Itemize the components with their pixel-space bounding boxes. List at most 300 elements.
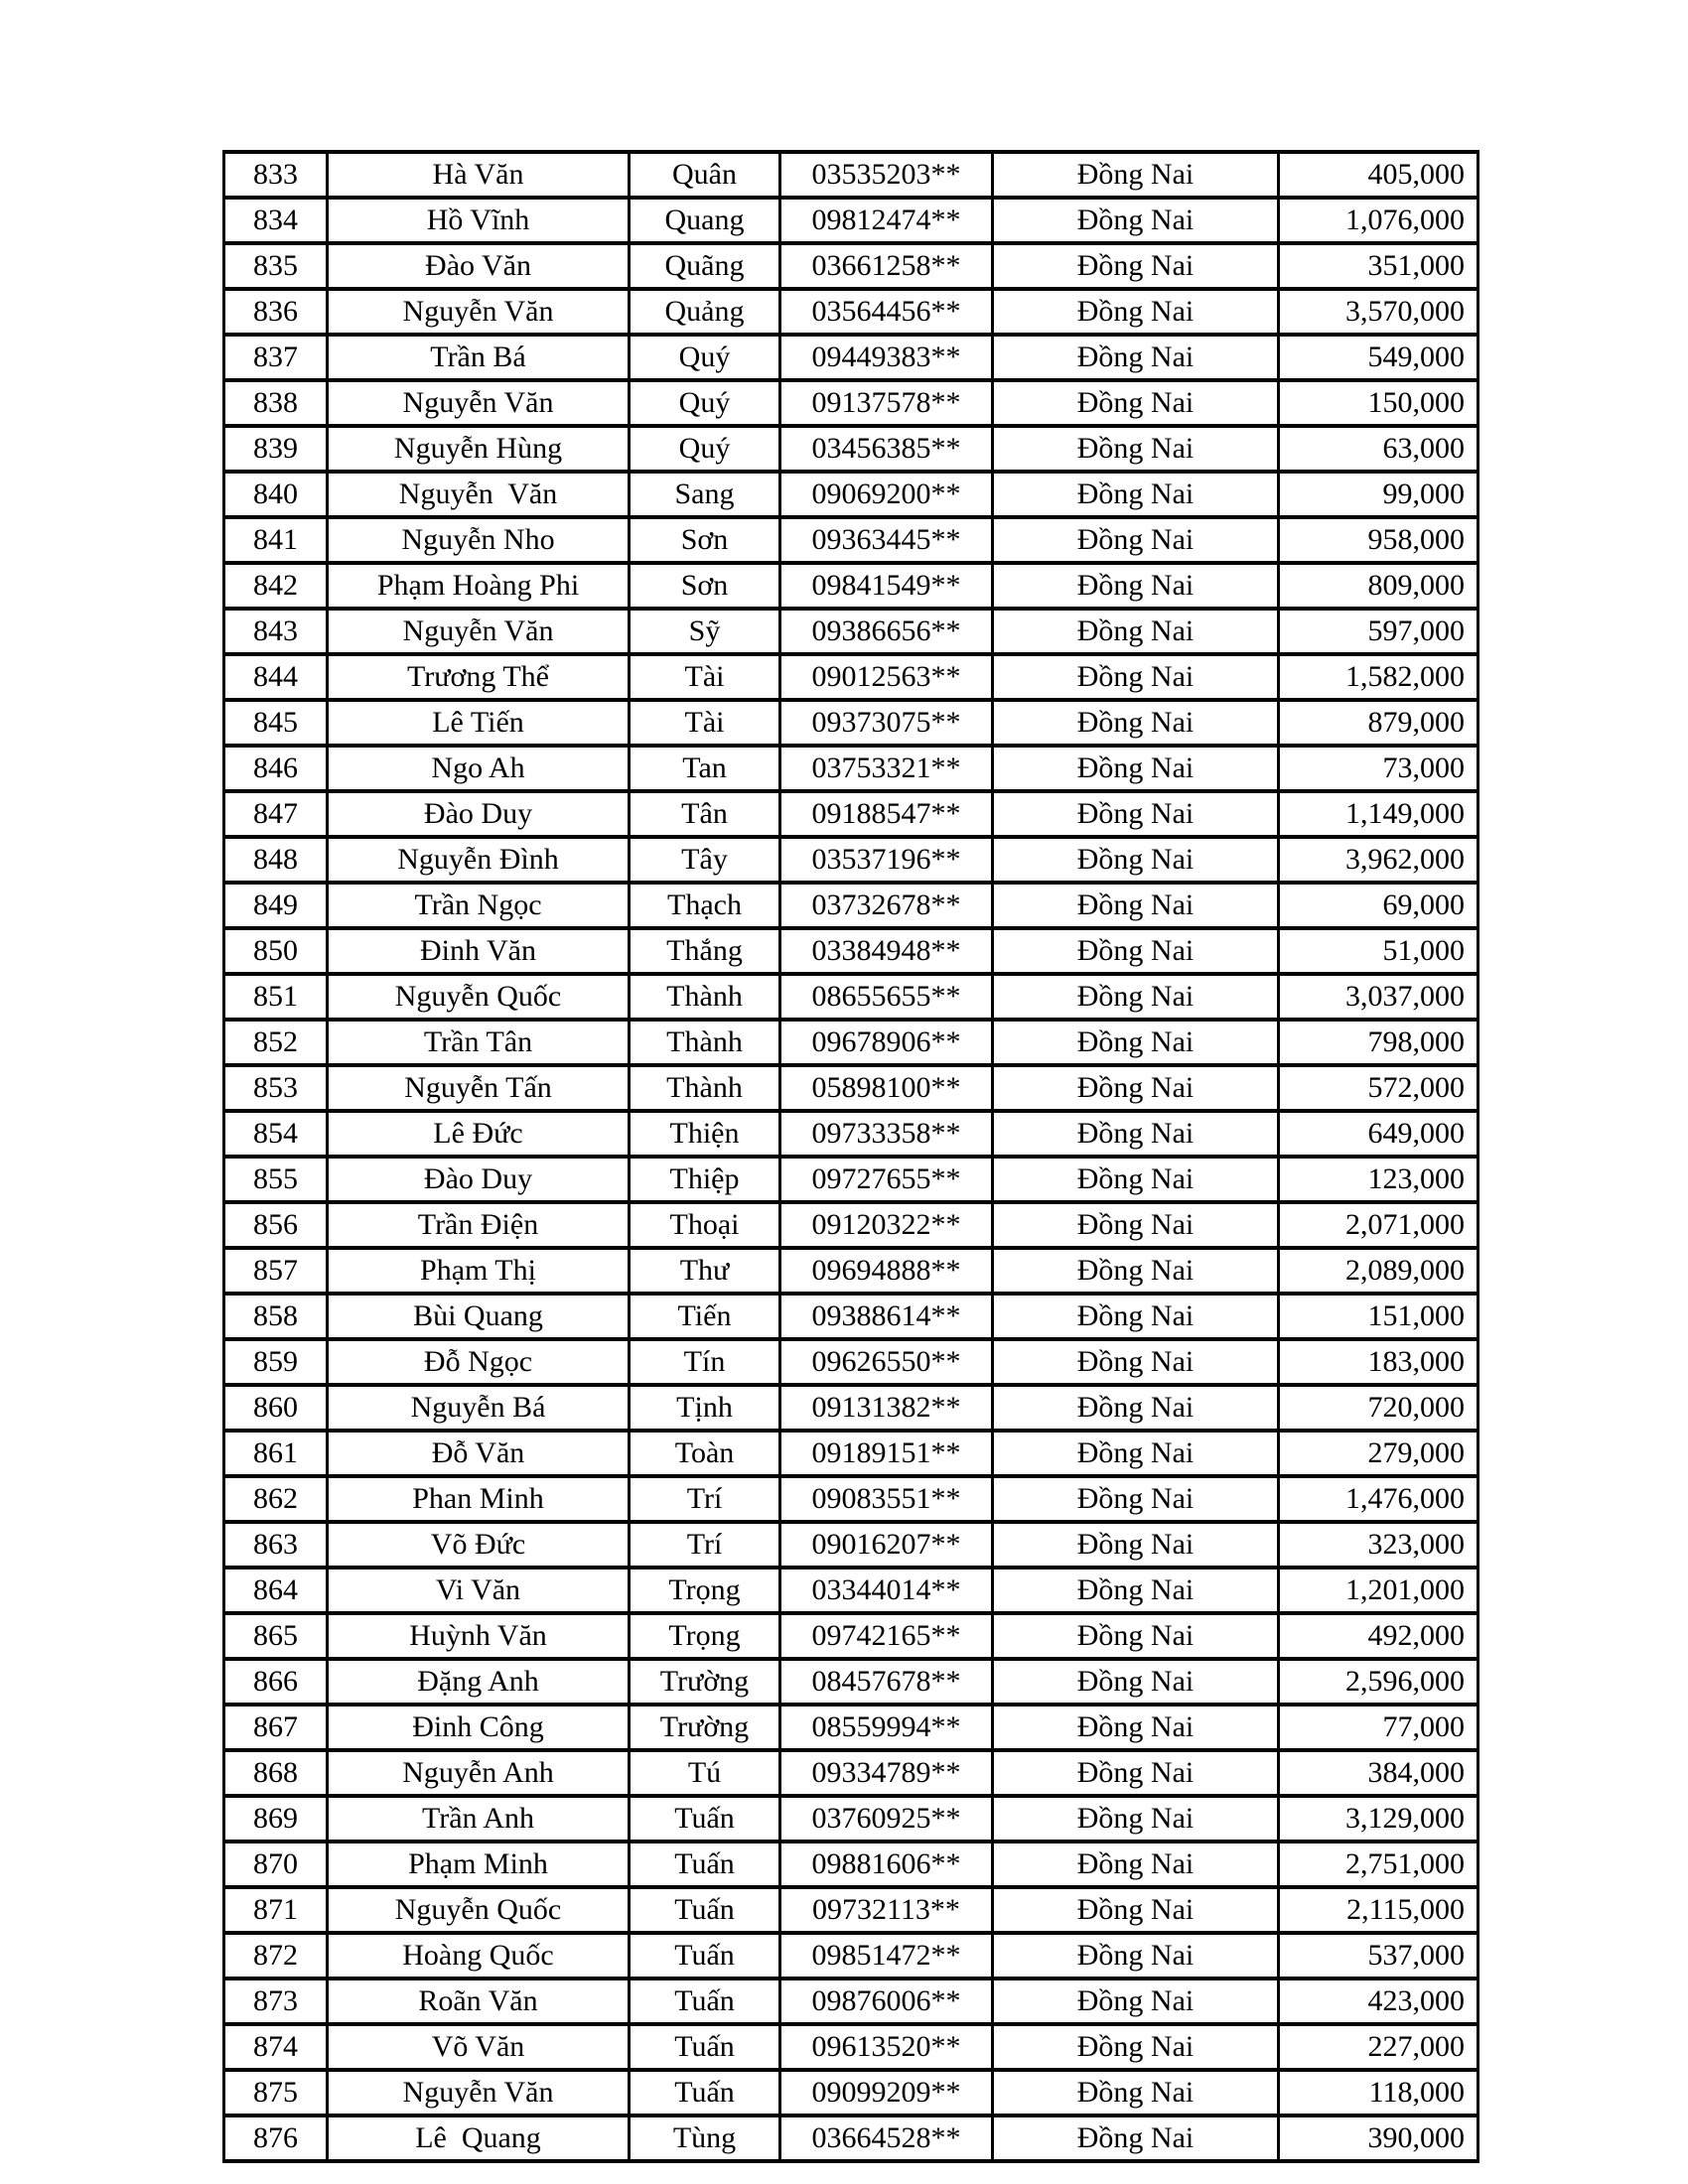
province-cell: Đồng Nai — [993, 791, 1279, 837]
first-name-cell: Thoại — [630, 1202, 780, 1248]
row-number-cell: 872 — [224, 1933, 328, 1979]
phone-cell: 03344014** — [780, 1568, 993, 1613]
first-name-cell: Tài — [630, 700, 780, 746]
first-name-cell: Thư — [630, 1248, 780, 1294]
row-number-cell: 843 — [224, 609, 328, 654]
last-name-cell: Trần Điện — [328, 1202, 630, 1248]
province-cell: Đồng Nai — [993, 837, 1279, 883]
phone-cell: 08559994** — [780, 1705, 993, 1750]
first-name-cell: Tuấn — [630, 2024, 780, 2070]
amount-cell: 150,000 — [1279, 380, 1478, 426]
table-row — [224, 2070, 1478, 2116]
last-name-cell: Roãn Văn — [328, 1979, 630, 2024]
phone-cell: 09733358** — [780, 1111, 993, 1157]
last-name-cell: Võ Văn — [328, 2024, 630, 2070]
province-cell: Đồng Nai — [993, 746, 1279, 791]
last-name-cell: Huỳnh Văn — [328, 1613, 630, 1659]
table-row — [224, 152, 1478, 198]
row-number-cell: 857 — [224, 1248, 328, 1294]
amount-cell: 63,000 — [1279, 426, 1478, 472]
amount-cell: 351,000 — [1279, 243, 1478, 289]
phone-cell: 09137578** — [780, 380, 993, 426]
row-number-cell: 838 — [224, 380, 328, 426]
province-cell: Đồng Nai — [993, 426, 1279, 472]
first-name-cell: Tan — [630, 746, 780, 791]
first-name-cell: Tùng — [630, 2116, 780, 2161]
row-number-cell: 868 — [224, 1750, 328, 1796]
row-number-cell: 849 — [224, 883, 328, 928]
row-number-cell: 876 — [224, 2116, 328, 2161]
first-name-cell: Trường — [630, 1659, 780, 1705]
phone-cell: 09189151** — [780, 1431, 993, 1476]
row-number-cell: 860 — [224, 1385, 328, 1431]
amount-cell: 492,000 — [1279, 1613, 1478, 1659]
row-number-cell: 841 — [224, 517, 328, 563]
first-name-cell: Tuấn — [630, 2070, 780, 2116]
phone-cell: 09812474** — [780, 198, 993, 243]
first-name-cell: Tài — [630, 654, 780, 700]
province-cell: Đồng Nai — [993, 289, 1279, 335]
first-name-cell: Quãng — [630, 243, 780, 289]
phone-cell: 09727655** — [780, 1157, 993, 1202]
phone-cell: 09388614** — [780, 1294, 993, 1339]
amount-cell: 3,570,000 — [1279, 289, 1478, 335]
first-name-cell: Tân — [630, 791, 780, 837]
last-name-cell: Lê Quang — [328, 2116, 630, 2161]
amount-cell: 51,000 — [1279, 928, 1478, 974]
amount-cell: 384,000 — [1279, 1750, 1478, 1796]
last-name-cell: Đào Văn — [328, 243, 630, 289]
amount-cell: 2,596,000 — [1279, 1659, 1478, 1705]
last-name-cell: Nguyễn Văn — [328, 472, 630, 517]
phone-cell: 08457678** — [780, 1659, 993, 1705]
amount-cell: 958,000 — [1279, 517, 1478, 563]
last-name-cell: Nguyễn Quốc — [328, 974, 630, 1020]
amount-cell: 1,201,000 — [1279, 1568, 1478, 1613]
row-number-cell: 845 — [224, 700, 328, 746]
row-number-cell: 833 — [224, 152, 328, 198]
phone-cell: 09386656** — [780, 609, 993, 654]
amount-cell: 390,000 — [1279, 2116, 1478, 2161]
table-row — [224, 974, 1478, 1020]
first-name-cell: Thành — [630, 1065, 780, 1111]
last-name-cell: Đỗ Văn — [328, 1431, 630, 1476]
phone-cell: 09876006** — [780, 1979, 993, 2024]
table-row — [224, 2116, 1478, 2161]
first-name-cell: Tây — [630, 837, 780, 883]
table-row — [224, 1294, 1478, 1339]
first-name-cell: Tín — [630, 1339, 780, 1385]
province-cell: Đồng Nai — [993, 1522, 1279, 1568]
province-cell: Đồng Nai — [993, 1248, 1279, 1294]
last-name-cell: Võ Đức — [328, 1522, 630, 1568]
table-row — [224, 1522, 1478, 1568]
province-cell: Đồng Nai — [993, 974, 1279, 1020]
last-name-cell: Lê Tiến — [328, 700, 630, 746]
row-number-cell: 861 — [224, 1431, 328, 1476]
phone-cell: 09334789** — [780, 1750, 993, 1796]
phone-cell: 09613520** — [780, 2024, 993, 2070]
province-cell: Đồng Nai — [993, 1842, 1279, 1887]
first-name-cell: Tuấn — [630, 1979, 780, 2024]
first-name-cell: Thạch — [630, 883, 780, 928]
phone-cell: 09120322** — [780, 1202, 993, 1248]
last-name-cell: Phan Minh — [328, 1476, 630, 1522]
table-row — [224, 426, 1478, 472]
phone-cell: 09373075** — [780, 700, 993, 746]
first-name-cell: Sơn — [630, 563, 780, 609]
table-row — [224, 1659, 1478, 1705]
phone-cell: 09841549** — [780, 563, 993, 609]
phone-cell: 09016207** — [780, 1522, 993, 1568]
phone-cell: 03535203** — [780, 152, 993, 198]
last-name-cell: Nguyễn Quốc — [328, 1887, 630, 1933]
row-number-cell: 856 — [224, 1202, 328, 1248]
amount-cell: 809,000 — [1279, 563, 1478, 609]
amount-cell: 69,000 — [1279, 883, 1478, 928]
first-name-cell: Trí — [630, 1522, 780, 1568]
phone-cell: 09099209** — [780, 2070, 993, 2116]
table-row — [224, 654, 1478, 700]
amount-cell: 2,071,000 — [1279, 1202, 1478, 1248]
province-cell: Đồng Nai — [993, 883, 1279, 928]
first-name-cell: Tuấn — [630, 1842, 780, 1887]
last-name-cell: Đỗ Ngọc — [328, 1339, 630, 1385]
province-cell: Đồng Nai — [993, 1887, 1279, 1933]
province-cell: Đồng Nai — [993, 1111, 1279, 1157]
last-name-cell: Phạm Minh — [328, 1842, 630, 1887]
row-number-cell: 863 — [224, 1522, 328, 1568]
last-name-cell: Trần Tân — [328, 1020, 630, 1065]
row-number-cell: 837 — [224, 335, 328, 380]
row-number-cell: 865 — [224, 1613, 328, 1659]
province-cell: Đồng Nai — [993, 654, 1279, 700]
first-name-cell: Thiện — [630, 1111, 780, 1157]
province-cell: Đồng Nai — [993, 243, 1279, 289]
province-cell: Đồng Nai — [993, 2024, 1279, 2070]
phone-cell: 05898100** — [780, 1065, 993, 1111]
first-name-cell: Trọng — [630, 1613, 780, 1659]
row-number-cell: 835 — [224, 243, 328, 289]
table-row — [224, 1613, 1478, 1659]
province-cell: Đồng Nai — [993, 1020, 1279, 1065]
first-name-cell: Trọng — [630, 1568, 780, 1613]
province-cell: Đồng Nai — [993, 928, 1279, 974]
phone-cell: 09083551** — [780, 1476, 993, 1522]
amount-cell: 2,089,000 — [1279, 1248, 1478, 1294]
phone-cell: 09732113** — [780, 1887, 993, 1933]
row-number-cell: 873 — [224, 1979, 328, 2024]
amount-cell: 649,000 — [1279, 1111, 1478, 1157]
province-cell: Đồng Nai — [993, 1750, 1279, 1796]
table-row — [224, 1979, 1478, 2024]
amount-cell: 123,000 — [1279, 1157, 1478, 1202]
amount-cell: 1,076,000 — [1279, 198, 1478, 243]
amount-cell: 720,000 — [1279, 1385, 1478, 1431]
table-row — [224, 837, 1478, 883]
amount-cell: 99,000 — [1279, 472, 1478, 517]
province-cell: Đồng Nai — [993, 1933, 1279, 1979]
table-row — [224, 1202, 1478, 1248]
province-cell: Đồng Nai — [993, 380, 1279, 426]
first-name-cell: Trường — [630, 1705, 780, 1750]
last-name-cell: Trần Ngọc — [328, 883, 630, 928]
phone-cell: 03384948** — [780, 928, 993, 974]
amount-cell: 423,000 — [1279, 1979, 1478, 2024]
first-name-cell: Tiến — [630, 1294, 780, 1339]
table-row — [224, 1705, 1478, 1750]
province-cell: Đồng Nai — [993, 1157, 1279, 1202]
last-name-cell: Hoàng Quốc — [328, 1933, 630, 1979]
amount-cell: 879,000 — [1279, 700, 1478, 746]
phone-cell: 09012563** — [780, 654, 993, 700]
province-cell: Đồng Nai — [993, 1476, 1279, 1522]
row-number-cell: 839 — [224, 426, 328, 472]
row-number-cell: 858 — [224, 1294, 328, 1339]
row-number-cell: 840 — [224, 472, 328, 517]
first-name-cell: Tuấn — [630, 1887, 780, 1933]
table-row — [224, 380, 1478, 426]
row-number-cell: 842 — [224, 563, 328, 609]
last-name-cell: Nguyễn Văn — [328, 609, 630, 654]
first-name-cell: Quân — [630, 152, 780, 198]
amount-cell: 1,582,000 — [1279, 654, 1478, 700]
row-number-cell: 869 — [224, 1796, 328, 1842]
amount-cell: 183,000 — [1279, 1339, 1478, 1385]
last-name-cell: Đào Duy — [328, 1157, 630, 1202]
last-name-cell: Phạm Thị — [328, 1248, 630, 1294]
row-number-cell: 850 — [224, 928, 328, 974]
row-number-cell: 867 — [224, 1705, 328, 1750]
row-number-cell: 874 — [224, 2024, 328, 2070]
amount-cell: 279,000 — [1279, 1431, 1478, 1476]
province-cell: Đồng Nai — [993, 1339, 1279, 1385]
last-name-cell: Trần Bá — [328, 335, 630, 380]
last-name-cell: Bùi Quang — [328, 1294, 630, 1339]
phone-cell: 09694888** — [780, 1248, 993, 1294]
phone-cell: 03760925** — [780, 1796, 993, 1842]
table-row — [224, 335, 1478, 380]
amount-cell: 1,149,000 — [1279, 791, 1478, 837]
last-name-cell: Nguyễn Văn — [328, 289, 630, 335]
province-cell: Đồng Nai — [993, 609, 1279, 654]
row-number-cell: 846 — [224, 746, 328, 791]
first-name-cell: Thành — [630, 1020, 780, 1065]
last-name-cell: Trần Anh — [328, 1796, 630, 1842]
province-cell: Đồng Nai — [993, 1568, 1279, 1613]
amount-cell: 227,000 — [1279, 2024, 1478, 2070]
row-number-cell: 855 — [224, 1157, 328, 1202]
last-name-cell: Nguyễn Đình — [328, 837, 630, 883]
table-row — [224, 1842, 1478, 1887]
table-row — [224, 289, 1478, 335]
first-name-cell: Quang — [630, 198, 780, 243]
payout-table — [222, 150, 1479, 2163]
amount-cell: 405,000 — [1279, 152, 1478, 198]
province-cell: Đồng Nai — [993, 1202, 1279, 1248]
row-number-cell: 875 — [224, 2070, 328, 2116]
row-number-cell: 859 — [224, 1339, 328, 1385]
row-number-cell: 851 — [224, 974, 328, 1020]
table-row — [224, 2024, 1478, 2070]
table-row — [224, 746, 1478, 791]
table-row — [224, 1020, 1478, 1065]
last-name-cell: Hà Văn — [328, 152, 630, 198]
amount-cell: 73,000 — [1279, 746, 1478, 791]
table-row — [224, 1568, 1478, 1613]
row-number-cell: 864 — [224, 1568, 328, 1613]
phone-cell: 09881606** — [780, 1842, 993, 1887]
table-row — [224, 1476, 1478, 1522]
amount-cell: 798,000 — [1279, 1020, 1478, 1065]
table-row — [224, 609, 1478, 654]
row-number-cell: 866 — [224, 1659, 328, 1705]
last-name-cell: Nguyễn Hùng — [328, 426, 630, 472]
amount-cell: 323,000 — [1279, 1522, 1478, 1568]
table-row — [224, 1796, 1478, 1842]
table-row — [224, 563, 1478, 609]
phone-cell: 03664528** — [780, 2116, 993, 2161]
last-name-cell: Đinh Văn — [328, 928, 630, 974]
row-number-cell: 834 — [224, 198, 328, 243]
province-cell: Đồng Nai — [993, 1065, 1279, 1111]
phone-cell: 03753321** — [780, 746, 993, 791]
row-number-cell: 852 — [224, 1020, 328, 1065]
row-number-cell: 871 — [224, 1887, 328, 1933]
table-row — [224, 791, 1478, 837]
last-name-cell: Nguyễn Anh — [328, 1750, 630, 1796]
row-number-cell: 870 — [224, 1842, 328, 1887]
table-row — [224, 198, 1478, 243]
first-name-cell: Quảng — [630, 289, 780, 335]
phone-cell: 03661258** — [780, 243, 993, 289]
phone-cell: 03456385** — [780, 426, 993, 472]
table-row — [224, 928, 1478, 974]
table-row — [224, 517, 1478, 563]
table-row — [224, 700, 1478, 746]
phone-cell: 09742165** — [780, 1613, 993, 1659]
phone-cell: 09626550** — [780, 1339, 993, 1385]
table-row — [224, 1065, 1478, 1111]
first-name-cell: Tuấn — [630, 1796, 780, 1842]
amount-cell: 537,000 — [1279, 1933, 1478, 1979]
phone-cell: 09188547** — [780, 791, 993, 837]
phone-cell: 09449383** — [780, 335, 993, 380]
table-row — [224, 1111, 1478, 1157]
phone-cell: 03537196** — [780, 837, 993, 883]
table-row — [224, 1157, 1478, 1202]
table-row — [224, 1750, 1478, 1796]
amount-cell: 118,000 — [1279, 2070, 1478, 2116]
row-number-cell: 862 — [224, 1476, 328, 1522]
amount-cell: 1,476,000 — [1279, 1476, 1478, 1522]
province-cell: Đồng Nai — [993, 1705, 1279, 1750]
table-row — [224, 1933, 1478, 1979]
first-name-cell: Quý — [630, 335, 780, 380]
province-cell: Đồng Nai — [993, 198, 1279, 243]
last-name-cell: Nguyễn Văn — [328, 2070, 630, 2116]
last-name-cell: Vi Văn — [328, 1568, 630, 1613]
table-row — [224, 1339, 1478, 1385]
first-name-cell: Quý — [630, 426, 780, 472]
province-cell: Đồng Nai — [993, 2070, 1279, 2116]
first-name-cell: Trí — [630, 1476, 780, 1522]
first-name-cell: Thiệp — [630, 1157, 780, 1202]
phone-cell: 03564456** — [780, 289, 993, 335]
first-name-cell: Sang — [630, 472, 780, 517]
province-cell: Đồng Nai — [993, 1979, 1279, 2024]
last-name-cell: Đặng Anh — [328, 1659, 630, 1705]
last-name-cell: Đào Duy — [328, 791, 630, 837]
row-number-cell: 836 — [224, 289, 328, 335]
last-name-cell: Lê Đức — [328, 1111, 630, 1157]
last-name-cell: Phạm Hoàng Phi — [328, 563, 630, 609]
first-name-cell: Tú — [630, 1750, 780, 1796]
table-row — [224, 883, 1478, 928]
province-cell: Đồng Nai — [993, 1294, 1279, 1339]
last-name-cell: Nguyễn Văn — [328, 380, 630, 426]
first-name-cell: Thắng — [630, 928, 780, 974]
row-number-cell: 844 — [224, 654, 328, 700]
first-name-cell: Sơn — [630, 517, 780, 563]
amount-cell: 549,000 — [1279, 335, 1478, 380]
table-row — [224, 1248, 1478, 1294]
table-row — [224, 1431, 1478, 1476]
phone-cell: 09851472** — [780, 1933, 993, 1979]
phone-cell: 09678906** — [780, 1020, 993, 1065]
last-name-cell: Ngo Ah — [328, 746, 630, 791]
province-cell: Đồng Nai — [993, 1385, 1279, 1431]
province-cell: Đồng Nai — [993, 152, 1279, 198]
last-name-cell: Nguyễn Nho — [328, 517, 630, 563]
amount-cell: 3,129,000 — [1279, 1796, 1478, 1842]
province-cell: Đồng Nai — [993, 2116, 1279, 2161]
row-number-cell: 853 — [224, 1065, 328, 1111]
amount-cell: 77,000 — [1279, 1705, 1478, 1750]
table-row — [224, 1385, 1478, 1431]
phone-cell: 09069200** — [780, 472, 993, 517]
amount-cell: 3,962,000 — [1279, 837, 1478, 883]
last-name-cell: Đinh Công — [328, 1705, 630, 1750]
row-number-cell: 848 — [224, 837, 328, 883]
first-name-cell: Tịnh — [630, 1385, 780, 1431]
amount-cell: 3,037,000 — [1279, 974, 1478, 1020]
province-cell: Đồng Nai — [993, 1431, 1279, 1476]
table-row — [224, 472, 1478, 517]
province-cell: Đồng Nai — [993, 563, 1279, 609]
amount-cell: 2,115,000 — [1279, 1887, 1478, 1933]
province-cell: Đồng Nai — [993, 1796, 1279, 1842]
amount-cell: 151,000 — [1279, 1294, 1478, 1339]
province-cell: Đồng Nai — [993, 1659, 1279, 1705]
phone-cell: 09131382** — [780, 1385, 993, 1431]
first-name-cell: Thành — [630, 974, 780, 1020]
province-cell: Đồng Nai — [993, 472, 1279, 517]
table-row — [224, 1887, 1478, 1933]
phone-cell: 03732678** — [780, 883, 993, 928]
last-name-cell: Trương Thể — [328, 654, 630, 700]
first-name-cell: Toàn — [630, 1431, 780, 1476]
row-number-cell: 847 — [224, 791, 328, 837]
table-row — [224, 243, 1478, 289]
last-name-cell: Nguyễn Bá — [328, 1385, 630, 1431]
payout-table-body — [224, 152, 1478, 2161]
first-name-cell: Quý — [630, 380, 780, 426]
province-cell: Đồng Nai — [993, 1613, 1279, 1659]
first-name-cell: Tuấn — [630, 1933, 780, 1979]
row-number-cell: 854 — [224, 1111, 328, 1157]
last-name-cell: Hồ Vĩnh — [328, 198, 630, 243]
